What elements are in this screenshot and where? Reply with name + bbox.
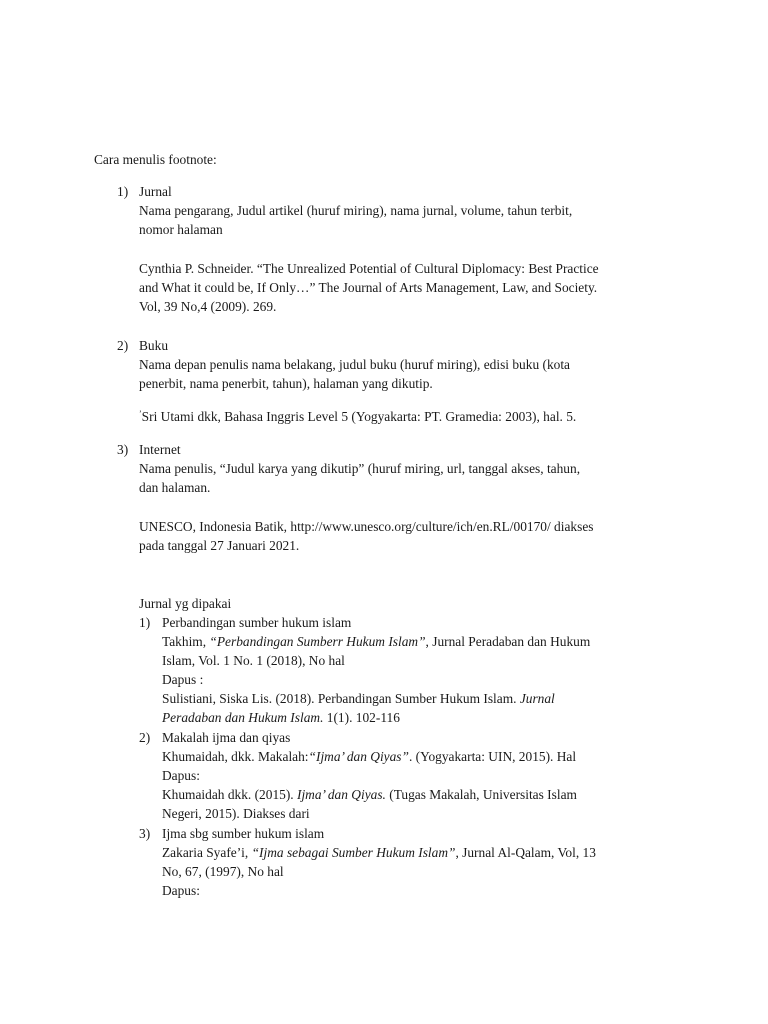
cite-title: “Ijma’ dan Qiyas” [308, 749, 409, 764]
format-line: Nama depan penulis nama belakang, judul buku (huruf miring), edisi buku (kota [139, 357, 570, 372]
citation-line [162, 632, 590, 651]
cite-rest: . (Yogyakarta: UIN, 2015). Hal [408, 749, 577, 764]
example-line: UNESCO, Indonesia Batik, http://www.unesco.org/culture/ich/en.RL/00170/ diakses [139, 519, 594, 534]
page-heading: Cara menulis footnote: [94, 152, 217, 167]
section-title-buku: Buku [139, 338, 169, 353]
citation-line: Islam, Vol. 1 No. 1 (2018), No hal [162, 653, 345, 668]
dapus-label: Dapus: [162, 883, 200, 898]
format-line: nomor halaman [139, 222, 223, 237]
cite-title: “Ijma sebagai Sumber Hukum Islam” [251, 845, 456, 860]
dapus-line: Negeri, 2015). Diakses dari [162, 806, 310, 821]
dapus-plain: 1(1). 102-116 [323, 710, 400, 725]
cite-title: “Perbandingan Sumberr Hukum Islam” [209, 634, 426, 649]
cite-rest: , Jurnal Peradaban dan Hukum [425, 634, 591, 649]
dapus-line [162, 785, 577, 804]
journal-item-number: 2) [139, 730, 151, 745]
cite-author: Takhim, [162, 634, 210, 649]
cite-rest: , Jurnal Al-Qalam, Vol, 13 [455, 845, 596, 860]
format-line: dan halaman. [139, 480, 211, 495]
dapus-plain: Sulistiani, Siska Lis. (2018). Perbandingan Sumber Hukum Islam. [162, 691, 520, 706]
footnote-mark: ’ [139, 409, 142, 418]
section-title-internet: Internet [139, 442, 181, 457]
example-line [139, 404, 576, 426]
cite-author: Zakaria Syafe’i, [162, 845, 252, 860]
format-line: Nama pengarang, Judul artikel (huruf miring), nama jurnal, volume, tahun terbit, [139, 203, 573, 218]
citation-line [162, 843, 596, 862]
dapus-label: Dapus: [162, 768, 200, 783]
journal-item-number: 3) [139, 826, 151, 841]
journals-heading: Jurnal yg dipakai [139, 596, 232, 611]
dapus-italic: Jurnal [519, 691, 555, 706]
cite-author: Khumaidah, dkk. Makalah: [162, 749, 309, 764]
section-title-jurnal: Jurnal [139, 184, 172, 199]
example-line: pada tanggal 27 Januari 2021. [139, 538, 300, 553]
dapus-italic: Ijma’ dan Qiyas. [297, 787, 386, 802]
section-number: 2) [117, 338, 129, 353]
format-line: penerbit, nama penerbit, tahun), halaman yang dikutip. [139, 376, 433, 391]
journal-item-title: Makalah ijma dan qiyas [162, 730, 291, 745]
section-number: 3) [117, 442, 129, 457]
example-line: Vol, 39 No,4 (2009). 269. [139, 299, 277, 314]
example-line: Cynthia P. Schneider. “The Unrealized Potential of Cultural Diplomacy: Best Practice [139, 261, 599, 276]
citation-line [162, 747, 576, 766]
example-line: and What it could be, If Only…” The Journal of Arts Management, Law, and Society. [139, 280, 598, 295]
dapus-label: Dapus : [162, 672, 204, 687]
example-text: Sri Utami dkk, Bahasa Inggris Level 5 (Yogyakarta: PT. Gramedia: 2003), hal. 5. [141, 409, 577, 424]
dapus-line [162, 708, 400, 727]
citation-line: No, 67, (1997), No hal [162, 864, 284, 879]
journal-item-title: Perbandingan sumber hukum islam [162, 615, 352, 630]
section-number: 1) [117, 184, 129, 199]
dapus-italic: Peradaban dan Hukum Islam. [162, 710, 324, 725]
dapus-line [162, 689, 555, 708]
dapus-plain: Khumaidah dkk. (2015). [162, 787, 297, 802]
journal-item-number: 1) [139, 615, 151, 630]
journal-item-title: Ijma sbg sumber hukum islam [162, 826, 325, 841]
format-line: Nama penulis, “Judul karya yang dikutip” (huruf miring, url, tanggal akses, tahun, [139, 461, 581, 476]
dapus-rest: (Tugas Makalah, Universitas Islam [385, 787, 577, 802]
